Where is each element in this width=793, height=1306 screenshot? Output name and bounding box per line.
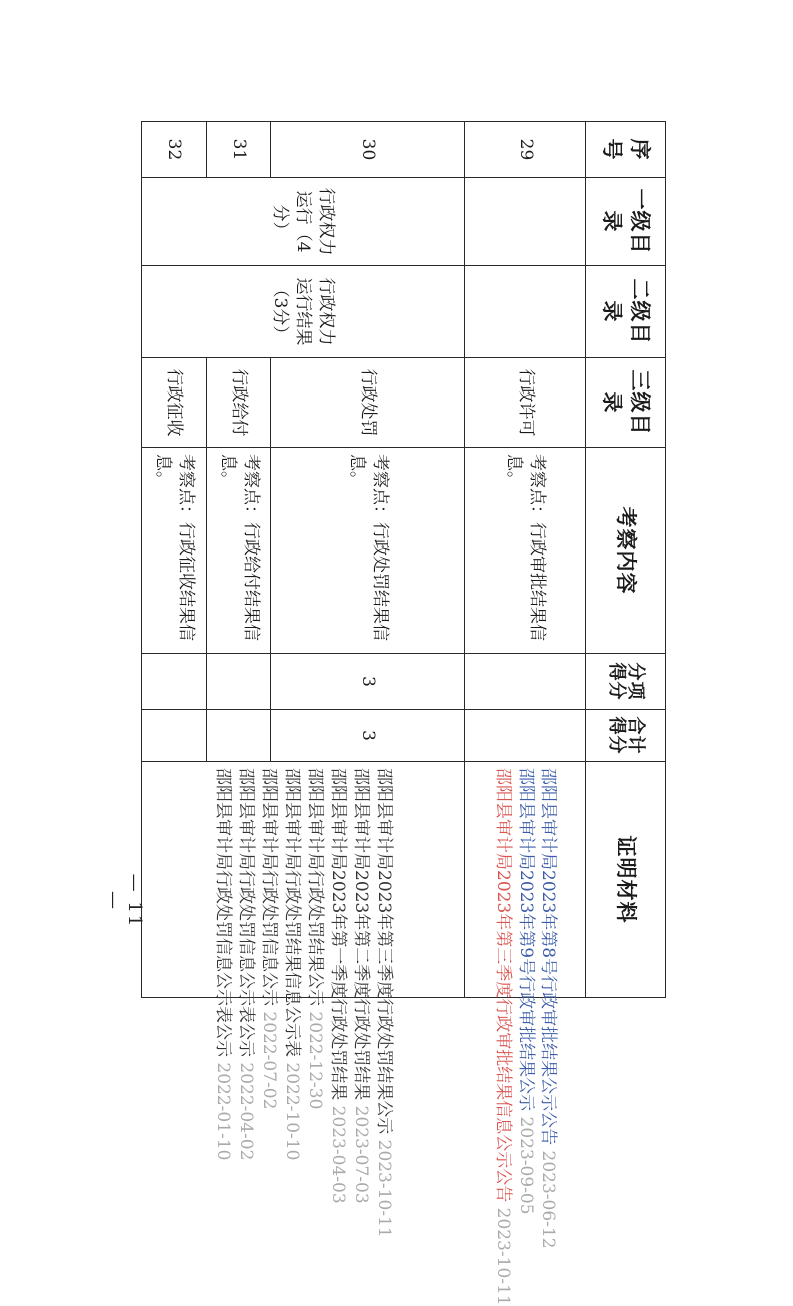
header-evidence: 证明材料 xyxy=(586,762,666,998)
evidence-item: 邵阳县审计局行政处罚信息公示表公示 2022-04-02 xyxy=(236,768,257,1161)
row-total-score xyxy=(142,710,207,762)
evidence-item: 邵阳县审计局2023年第一季度行政处罚结果 2023-04-03 xyxy=(327,768,348,1204)
evidence-item: 邵阳县审计局2023年第三季度行政处罚结果公示 2023-10-11 xyxy=(373,768,394,1238)
row-total-score: 3 xyxy=(271,710,464,762)
header-seq: 序号 xyxy=(586,122,666,178)
evidence-cell-penalty xyxy=(142,762,465,1238)
row-seq: 32 xyxy=(142,122,207,178)
header-content: 考察内容 xyxy=(586,448,666,654)
row-level3: 行政征收 xyxy=(142,358,207,448)
row-item-score xyxy=(464,654,586,710)
row-level3: 行政处罚 xyxy=(271,358,464,448)
row-item-score xyxy=(142,654,207,710)
row-seq: 31 xyxy=(206,122,271,178)
page-number: — 11 — xyxy=(103,873,145,929)
row-content: 考察点：行政征收结果信息。 xyxy=(142,448,207,654)
row-level3: 行政给付 xyxy=(206,358,271,448)
level1-merged-cell: 行政权力运行（4分） xyxy=(142,178,465,266)
row-content: 考察点：行政给付结果信息。 xyxy=(206,448,271,654)
evidence-item: 邵阳县审计局行政处罚信息公示表公示 2022-01-10 xyxy=(213,768,234,1161)
rotated-table-container xyxy=(141,121,666,1306)
assessment-table xyxy=(141,121,666,1306)
row-content: 考察点：行政处罚结果信息。 xyxy=(271,448,464,654)
header-total-score: 合计得分 xyxy=(586,710,666,762)
header-level1: 一级目录 xyxy=(586,178,666,266)
row-seq: 30 xyxy=(271,122,464,178)
row-item-score xyxy=(206,654,271,710)
evidence-item: 邵阳县审计局行政处罚信息公示 2022-07-02 xyxy=(258,768,279,1110)
row-item-score: 3 xyxy=(271,654,464,710)
header-item-score: 分项得分 xyxy=(586,654,666,710)
header-level2: 二级目录 xyxy=(586,266,666,358)
evidence-item: 邵阳县审计局2023年第二季度行政处罚结果 2023-07-03 xyxy=(350,768,371,1204)
row-level3: 行政许可 xyxy=(464,358,586,448)
row-total-score xyxy=(206,710,271,762)
header-row xyxy=(586,122,666,998)
level2-merged-cell: 行政权力运行结果（3分） xyxy=(142,266,465,358)
row-total-score xyxy=(464,710,586,762)
evidence-item: 邵阳县审计局2023年第三季度行政审批结果信息公示公告 2023-10-11 xyxy=(492,768,513,1306)
row-seq: 29 xyxy=(464,122,586,178)
evidence-item: 邵阳县审计局行政处罚结果信息公示表 2022-10-10 xyxy=(281,768,302,1161)
row-level2-empty xyxy=(464,266,586,358)
evidence-item: 邵阳县审计局2023年第8号行政审批结果公示公告 2023-06-12 xyxy=(538,768,559,1249)
evidence-cell-approval xyxy=(464,762,586,1306)
header-level3: 三级目录 xyxy=(586,358,666,448)
evidence-item: 邵阳县审计局行政处罚结果公示 2022-12-30 xyxy=(304,768,325,1110)
row-level1-empty xyxy=(464,178,586,266)
table-row xyxy=(271,122,464,998)
evidence-item: 邵阳县审计局2023年第9号行政审批结果公示 2023-09-05 xyxy=(515,768,536,1215)
row-content: 考察点：行政审批结果信息。 xyxy=(464,448,586,654)
table-row xyxy=(464,122,586,998)
